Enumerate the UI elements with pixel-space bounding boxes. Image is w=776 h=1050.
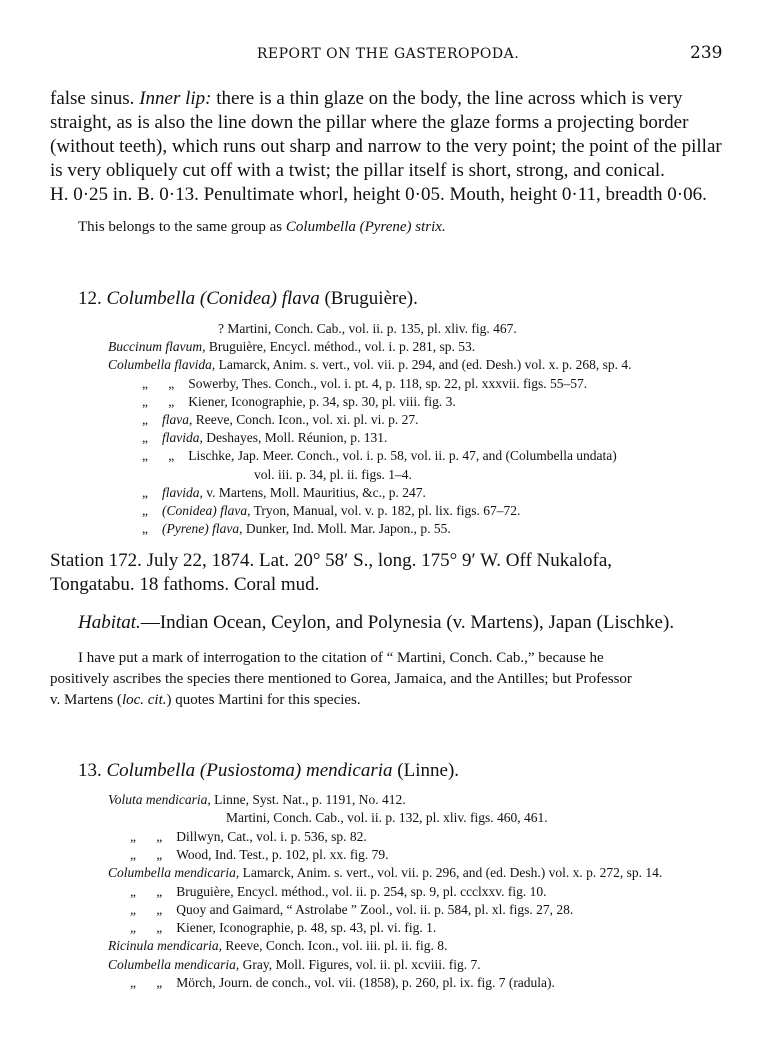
- intro-line-4: is very obliquely cut off with a twist; the pillar itself is short, strong, and conical.: [50, 160, 665, 181]
- citation-text: Dunker, Ind. Moll. Mar. Japon., p. 55.: [242, 521, 451, 537]
- note-italic: Columbella (Pyrene) strix.: [285, 219, 446, 235]
- citation-text: Lamarck, Anim. s. vert., vol. vii. p. 294, and (ed. Desh.) vol. x. p. 268, sp. 4.: [215, 357, 632, 373]
- page-number: 239: [690, 43, 723, 63]
- synonymy-entry: [108, 937, 447, 955]
- ditto-mark: „: [142, 521, 148, 537]
- running-title: REPORT ON THE GASTEROPODA.: [256, 46, 520, 62]
- ditto-mark: „ „: [130, 846, 163, 862]
- citation-text: Mörch, Journ. de conch., vol. vii. (1858), p. 260, pl. ix. fig. 7 (radula).: [176, 975, 555, 990]
- synonymy-entry: [108, 956, 481, 974]
- ditto-mark: „ „: [142, 448, 175, 464]
- synonymy-entry: [142, 484, 426, 502]
- remark-text: v. Martens (: [50, 692, 122, 708]
- intro-italic: Inner lip:: [139, 88, 212, 109]
- synonym-name: flavida,: [162, 430, 203, 446]
- synonym-name: (Pyrene) flava,: [162, 521, 243, 537]
- citation-text: ? Martini, Conch. Cab., vol. ii. p. 135, pl. xliv. fig. 467.: [218, 321, 517, 336]
- citation-text: Reeve, Conch. Icon., vol. iii. pl. ii. fig. 8.: [221, 938, 448, 954]
- synonym-name: Buccinum flavum,: [108, 339, 206, 355]
- station-line-1: Station 172. July 22, 1874. Lat. 20° 58′ S., long. 175° 9′ W. Off Nukalofa,: [50, 550, 613, 571]
- species-author: (Linne).: [397, 760, 460, 781]
- remark-line-3: [50, 692, 361, 709]
- citation-text: v. Martens, Moll. Mauritius, &c., p. 247.: [202, 484, 426, 500]
- habitat: [78, 611, 674, 635]
- synonym-name: Columbella mendicaria,: [108, 865, 240, 881]
- citation-text: Lischke, Jap. Meer. Conch., vol. i. p. 58, vol. ii. p. 47, and (Columbella undata): [188, 448, 617, 464]
- species-author: (Bruguière).: [324, 288, 418, 309]
- citation-text: Bruguière, Encycl. méthod., vol. ii. p. 254, sp. 9, pl. ccclxxv. fig. 10.: [176, 883, 547, 899]
- citation-text: Wood, Ind. Test., p. 102, pl. xx. fig. 79.: [176, 846, 389, 862]
- subgenus: (Conidea): [199, 288, 277, 309]
- species-13-heading: [78, 760, 459, 782]
- citation-text: Tryon, Manual, vol. v. p. 182, pl. lix. figs. 67–72.: [250, 503, 521, 518]
- synonym-name: flava,: [162, 412, 193, 427]
- intro-line-2: straight, as is also the line down the pillar where the glaze forms a projecting border: [50, 112, 689, 133]
- synonymy-entry: [142, 447, 617, 465]
- synonymy-entry: [142, 411, 418, 429]
- synonym-name: Columbella mendicaria,: [108, 956, 240, 972]
- synonym-name: (Conidea) flava,: [162, 503, 251, 518]
- synonymy-entry: [226, 809, 548, 827]
- citation-text: Bruguière, Encycl. méthod., vol. i. p. 281, sp. 53.: [205, 339, 476, 355]
- citation-text: Dillwyn, Cat., vol. i. p. 536, sp. 82.: [176, 828, 367, 844]
- citation-text: Deshayes, Moll. Réunion, p. 131.: [202, 430, 388, 446]
- ditto-mark: „ „: [130, 975, 163, 990]
- citation-text: Kiener, Iconographie, p. 34, sp. 30, pl. viii. fig. 3.: [188, 393, 456, 409]
- synonym-name: Columbella flavida,: [108, 357, 216, 373]
- citation-text: Reeve, Conch. Icon., vol. xi. pl. vi. p. 27.: [192, 412, 419, 427]
- intro-line-5: H. 0·25 in. B. 0·13. Penultimate whorl, height 0·05. Mouth, height 0·11, breadth 0·06.: [50, 184, 707, 205]
- species-number: 13.: [78, 760, 102, 781]
- ditto-mark: „ „: [142, 375, 175, 391]
- station-line-2: Tongatabu. 18 fathoms. Coral mud.: [50, 574, 320, 595]
- intro-line-1: [50, 87, 682, 111]
- synonymy-entry: [130, 883, 547, 901]
- synonymy-entry: [218, 320, 517, 338]
- citation-text: Kiener, Iconographie, p. 48, sp. 43, pl. vi. fig. 1.: [176, 920, 437, 936]
- ditto-mark: „ „: [130, 883, 163, 899]
- ditto-mark: „ „: [130, 901, 163, 917]
- habitat-text: —Indian Ocean, Ceylon, and Polynesia (v. Martens), Japan (Lischke).: [140, 612, 675, 633]
- species-name: mendicaria: [306, 760, 393, 781]
- remark-text: ) quotes Martini for this species.: [166, 692, 361, 708]
- synonymy-entry: [142, 393, 456, 411]
- synonymy-entry: [254, 466, 412, 484]
- ditto-mark: „: [142, 412, 148, 427]
- synonymy-entry: [130, 828, 367, 846]
- citation-text: Martini, Conch. Cab., vol. ii. p. 132, pl. xliv. figs. 460, 461.: [226, 810, 548, 826]
- ditto-mark: „ „: [130, 920, 163, 936]
- synonymy-entry: [108, 864, 662, 882]
- ditto-mark: „: [142, 430, 148, 446]
- intro-line-3: (without teeth), which runs out sharp and narrow to the very point; the point of the pillar: [50, 136, 722, 157]
- citation-text: vol. iii. p. 34, pl. ii. figs. 1–4.: [254, 466, 412, 482]
- synonym-name: flavida,: [162, 484, 203, 500]
- species-name: flava: [281, 288, 320, 309]
- citation-text: Quoy and Gaimard, “ Astrolabe ” Zool., vol. ii. p. 584, pl. xl. figs. 27, 28.: [176, 901, 574, 917]
- synonymy-entry: [108, 791, 406, 809]
- ditto-mark: „: [142, 484, 148, 500]
- synonymy-entry: [130, 846, 388, 864]
- note-text: This belongs to the same group as: [78, 219, 286, 235]
- citation-text: Gray, Moll. Figures, vol. ii. pl. xcviii. fig. 7.: [239, 956, 481, 972]
- synonym-name: Voluta mendicaria,: [108, 792, 211, 807]
- remark-line-1: I have put a mark of interrogation to the citation of “ Martini, Conch. Cab.,” because he: [78, 650, 604, 666]
- synonymy-entry: [130, 901, 573, 919]
- citation-text: Lamarck, Anim. s. vert., vol. vii. p. 296, and (ed. Desh.) vol. x. p. 272, sp. 14.: [239, 865, 663, 881]
- intro-note: [78, 219, 446, 236]
- synonymy-entry: [108, 356, 631, 374]
- synonymy-entry: [142, 375, 587, 393]
- species-12-heading: [78, 288, 418, 310]
- synonymy-entry: [142, 502, 520, 520]
- remark-italic: loc. cit.: [121, 692, 167, 708]
- synonym-name: Ricinula mendicaria,: [108, 938, 222, 954]
- habitat-label: Habitat.: [78, 612, 141, 633]
- ditto-mark: „ „: [142, 393, 175, 409]
- species-number: 12.: [78, 288, 102, 309]
- intro-text: false sinus.: [50, 88, 140, 109]
- remark-line-2: positively ascribes the species there mentioned to Gorea, Jamaica, and the Antilles; but Professor: [50, 671, 632, 687]
- ditto-mark: „ „: [130, 828, 163, 844]
- citation-text: Sowerby, Thes. Conch., vol. i. pt. 4, p. 118, sp. 22, pl. xxxvii. figs. 55–57.: [188, 375, 588, 391]
- intro-text: there is a thin glaze on the body, the line across which is very: [211, 88, 683, 109]
- ditto-mark: „: [142, 503, 148, 518]
- genus: Columbella: [106, 288, 196, 309]
- synonymy-entry: [108, 338, 475, 356]
- synonymy-entry: [142, 429, 387, 447]
- synonymy-entry: [130, 919, 436, 937]
- subgenus: (Pusiostoma): [199, 760, 302, 781]
- genus: Columbella: [106, 760, 196, 781]
- citation-text: Linne, Syst. Nat., p. 1191, No. 412.: [210, 792, 406, 807]
- synonymy-entry: [130, 974, 555, 992]
- synonymy-entry: [142, 520, 451, 538]
